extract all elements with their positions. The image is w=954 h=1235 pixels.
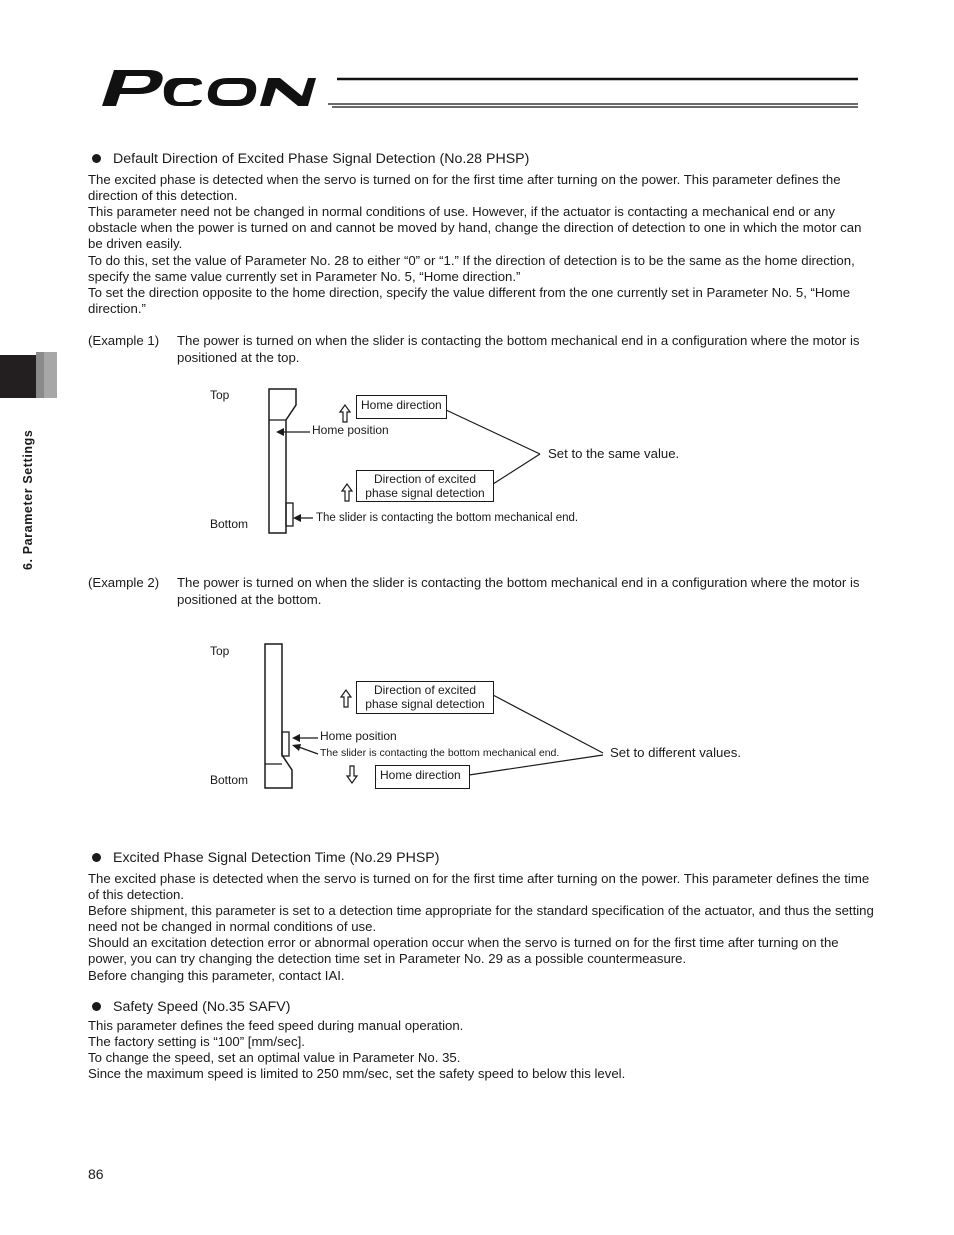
- paragraph: Should an excitation detection error or abnormal operation occur when the servo is turned on for the first time after turning on the power, you can try changing the detection time set in Parameter No. 29 as a possible countermeasure.: [88, 935, 839, 967]
- paragraph: The factory setting is “100” [mm/sec].: [88, 1034, 305, 1049]
- up-arrow-icon: [342, 484, 352, 501]
- slider: [286, 503, 293, 526]
- detection-direction-box: [356, 681, 494, 714]
- detection-line-2: phase signal detection: [365, 486, 485, 500]
- bullet-icon: [92, 853, 101, 862]
- home-direction-text: Home direction: [380, 768, 461, 782]
- bottom-label: Bottom: [210, 773, 249, 787]
- paragraph: To change the speed, set an optimal value in Parameter No. 35.: [88, 1050, 461, 1065]
- heading-text: Safety Speed (No.35 SAFV): [113, 999, 291, 1015]
- home-position-label: Home position: [320, 729, 397, 743]
- heading-text: Default Direction of Excited Phase Signal Detection (No.28 PHSP): [113, 151, 530, 167]
- detection-direction-box: [356, 470, 494, 502]
- paragraph: This parameter defines the feed speed during manual operation.: [88, 1018, 464, 1033]
- actuator-body: [269, 389, 296, 533]
- top-label: Top: [210, 644, 230, 658]
- paragraph: The excited phase is detected when the servo is turned on for the first time after turning on the power. This parameter defines the time of this detection.: [88, 871, 870, 903]
- home-direction-text: Home direction: [361, 398, 442, 412]
- page-number: 86: [88, 1166, 104, 1182]
- paragraph: The excited phase is detected when the servo is turned on for the first time after turning on the power. This parameter defines the direction of this detection.: [88, 172, 841, 204]
- paragraph: To set the direction opposite to the home direction, specify the value different from the one currently set in Parameter No. 5, “Home direction.”: [88, 285, 851, 317]
- detection-line-2: phase signal detection: [365, 697, 485, 711]
- heading-text: Excited Phase Signal Detection Time (No.29 PHSP): [113, 850, 440, 866]
- example-label: (Example 1): [88, 333, 160, 348]
- result-label: Set to different values.: [610, 745, 741, 760]
- paragraph: This parameter need not be changed in normal conditions of use. However, if the actuator is contacting a mechanical end or any obstacle when the power is turned on and cannot be moved by hand, change the direction of detection to one in which the motor can be driven easily.: [88, 204, 862, 252]
- section-heading-safv: [88, 998, 290, 1016]
- up-arrow-icon: [340, 405, 350, 422]
- up-arrow-icon: [341, 690, 351, 707]
- bullet-icon: [92, 1002, 101, 1011]
- bottom-label: Bottom: [210, 517, 249, 531]
- paragraph: Before shipment, this parameter is set to a detection time appropriate for the standard specification of the actuator, and thus the setting need not be changed in normal conditions of use.: [88, 903, 874, 935]
- paragraph: To do this, set the value of Parameter No. 28 to either “0” or “1.” If the direction of detection is to be the same as the home direction, specify the same value currently set in Parameter No. 5, “Home direction.”: [88, 253, 855, 285]
- home-direction-box: [375, 765, 470, 789]
- home-position-label: Home position: [312, 423, 389, 437]
- sidebar-section-label: 6. Parameter Settings: [21, 429, 35, 570]
- result-label: Set to the same value.: [548, 446, 680, 461]
- slider-note: The slider is contacting the bottom mechanical end.: [320, 747, 560, 759]
- example-text: The power is turned on when the slider is contacting the bottom mechanical end in a configuration where the motor is positioned at the top.: [177, 333, 860, 365]
- home-direction-box: [356, 395, 447, 419]
- top-label: Top: [210, 388, 230, 402]
- paragraph: Since the maximum speed is limited to 250 mm/sec, set the safety speed to below this level.: [88, 1066, 626, 1081]
- slider-note: The slider is contacting the bottom mechanical end.: [316, 512, 579, 524]
- slider: [282, 732, 289, 756]
- section-heading-phst: [88, 849, 439, 867]
- detection-line-1: Direction of excited: [373, 472, 477, 486]
- example-text: The power is turned on when the slider is contacting the bottom mechanical end in a configuration where the motor is positioned at the bottom.: [177, 575, 860, 607]
- example-label: (Example 2): [88, 575, 160, 590]
- paragraph: Before changing this parameter, contact IAI.: [88, 968, 345, 983]
- down-arrow-icon: [347, 766, 357, 783]
- detection-line-1: Direction of excited: [373, 683, 477, 697]
- actuator-body: [265, 644, 292, 788]
